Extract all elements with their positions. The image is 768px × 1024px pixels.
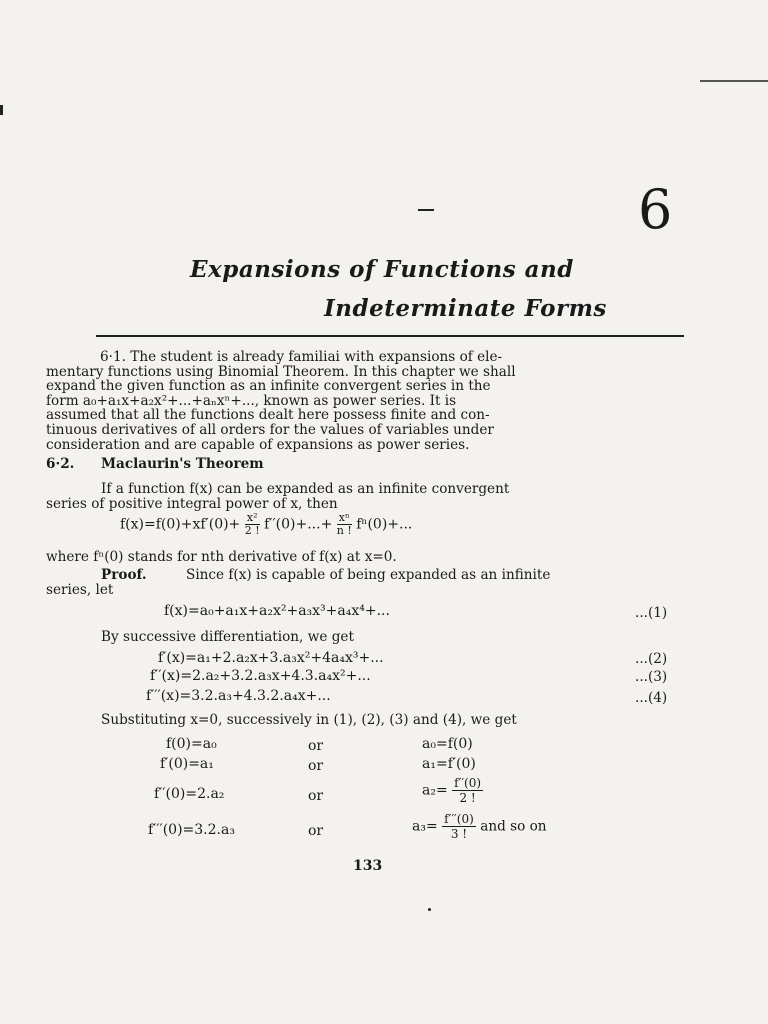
eq-lhs: f(x)=f(0)+xf′(0)+ (120, 516, 241, 533)
chapter-title-line2: Indeterminate Forms (324, 295, 607, 322)
equation-2: f′(x)=a₁+2.a₂x+3.a₃x²+4a₄x³+... (158, 650, 384, 666)
section-title: Maclaurin's Theorem (101, 456, 264, 472)
proof-line2: series, let (46, 582, 114, 598)
equation-3: f′′(x)=2.a₂+3.2.a₃x+4.3.a₄x²+... (150, 668, 371, 684)
proof-label: Proof. (101, 567, 147, 583)
equation-1: f(x)=a₀+a₁x+a₂x²+a₃x³+a₄x⁴+... (164, 603, 390, 619)
table-row-right: a₁=f′(0) (422, 756, 476, 772)
table-row-left: f′′′(0)=3.2.a₃ (148, 822, 235, 838)
fraction-x2-over-2fact (245, 512, 260, 537)
intro-line: mentary functions using Binomial Theorem. In this chapter we shall (46, 363, 516, 380)
scan-dot (428, 908, 431, 911)
table-or: or (308, 788, 324, 804)
intro-line: tinuous derivatives of all orders for the values of variables under (46, 421, 494, 438)
maclaurin-equation (120, 512, 412, 537)
eq-rhs: fⁿ(0)+... (356, 516, 413, 533)
coef-label: a₂= (422, 782, 448, 799)
intro-line: form a₀+a₁x+a₂x²+...+aₙxⁿ+..., known as power series. It is (46, 392, 457, 409)
frac-numerator: x² (245, 512, 260, 525)
fraction-third-derivative (442, 812, 476, 841)
fraction-second-derivative (452, 776, 483, 805)
page-number: 133 (353, 858, 383, 874)
where-line: where fⁿ(0) stands for nth derivative of f(x) at x=0. (46, 549, 397, 565)
frac-numerator: xⁿ (337, 512, 352, 525)
eq-mid: f′′(0)+...+ (264, 516, 333, 533)
scan-dash (418, 209, 434, 211)
intro-line: assumed that all the functions dealt here possess finite and con- (46, 407, 490, 424)
coef-label: a₃= (412, 818, 438, 835)
table-row-left: f′(0)=a₁ (160, 756, 214, 772)
table-or: or (308, 823, 324, 839)
table-row-left: f′′(0)=2.a₂ (154, 786, 225, 802)
frac-numerator: f′′′(0) (444, 812, 474, 826)
statement-line1: If a function f(x) can be expanded as an infinite convergent (101, 481, 510, 497)
differentiation-line: By successive differentiation, we get (101, 629, 354, 645)
intro-line: expand the given function as an infinite convergent series in the (46, 378, 491, 395)
equation-3-tag: ...(3) (635, 669, 668, 685)
equation-2-tag: ...(2) (635, 651, 668, 667)
intro-paragraph (46, 350, 678, 452)
intro-line: 6·1. The student is already familiai with expansions of ele- (100, 349, 503, 365)
table-row-right: a₀=f(0) (422, 736, 473, 752)
table-row-right (422, 776, 483, 805)
frac-denominator: 2 ! (244, 524, 260, 537)
intro-line: consideration and are capable of expansions as power series. (46, 436, 470, 453)
table-or: or (308, 758, 324, 774)
chapter-title-line1: Expansions of Functions and (190, 256, 574, 283)
equation-4: f′′′(x)=3.2.a₃+4.3.2.a₄x+... (146, 688, 331, 704)
scan-mark-left (0, 105, 3, 115)
section-number: 6·2. (46, 456, 75, 472)
equation-1-tag: ...(1) (635, 605, 668, 621)
frac-numerator: f′′(0) (454, 776, 482, 790)
top-right-scan-line (700, 80, 768, 82)
fraction-xn-over-nfact (337, 512, 352, 537)
table-row-right (412, 812, 547, 841)
table-row-left: f(0)=a₀ (166, 736, 217, 752)
and-so-on: and so on (480, 818, 547, 835)
proof-line1: Since f(x) is capable of being expanded as an infinite (186, 567, 551, 583)
title-rule (96, 335, 684, 337)
chapter-number: 6 (638, 178, 673, 241)
frac-denominator: 3 ! (450, 827, 468, 841)
statement-line2: series of positive integral power of x, then (46, 496, 338, 512)
table-or: or (308, 738, 324, 754)
frac-denominator: 2 ! (459, 791, 476, 805)
substitution-line: Substituting x=0, successively in (1), (2), (3) and (4), we get (101, 712, 517, 728)
frac-denominator: n ! (336, 524, 352, 537)
equation-4-tag: ...(4) (635, 690, 668, 706)
